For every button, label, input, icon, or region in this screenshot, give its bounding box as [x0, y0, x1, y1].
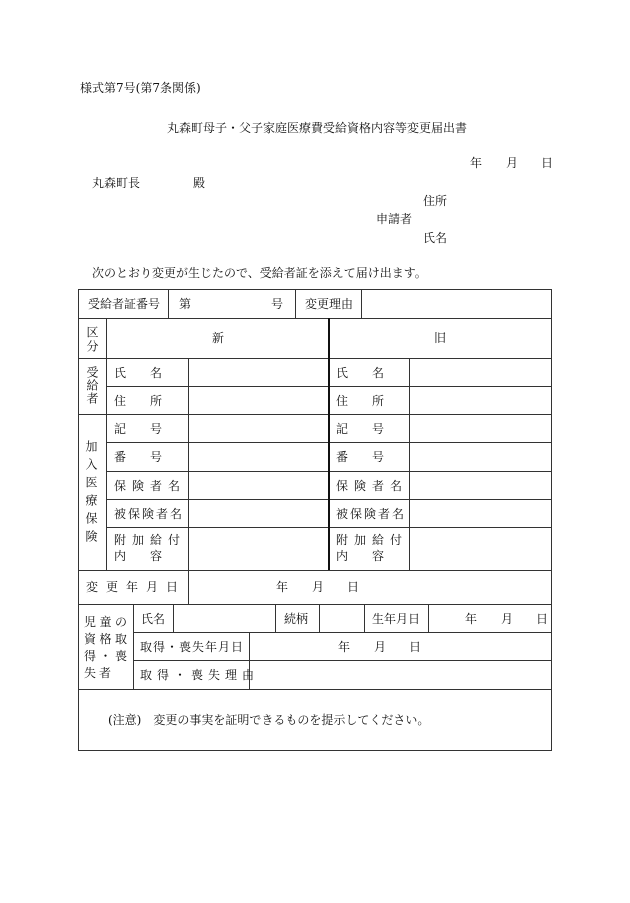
addressee: 丸森町長 [92, 176, 141, 190]
date-day: 日 [541, 156, 554, 170]
birth-month: 月 [501, 612, 514, 626]
acq-date-month: 月 [374, 640, 387, 654]
applicant-name-label: 氏名 [423, 231, 448, 245]
old-column-header: 旧 [434, 331, 447, 345]
birth-day: 日 [536, 612, 549, 626]
new-insured-label: 被保険者名 [114, 507, 185, 521]
new-name-label: 氏 名 [114, 366, 163, 380]
old-benefit-label-1: 附加給付 [336, 533, 409, 547]
old-insurer-label: 保険者名 [336, 479, 409, 493]
change-date-day: 日 [347, 580, 360, 594]
old-benefit-label-2: 内 容 [336, 549, 385, 563]
change-date-label: 変更年月日 [86, 580, 187, 594]
relation-label: 続柄 [284, 612, 309, 626]
change-reason-label: 変更理由 [305, 297, 354, 311]
cert-no-suffix: 号 [271, 297, 284, 311]
cert-no-label: 受給者証番号 [88, 297, 161, 311]
change-date-year: 年 [276, 580, 289, 594]
acq-reason-label: 取得・喪失理由 [140, 668, 260, 682]
date-month: 月 [506, 156, 519, 170]
date-year: 年 [470, 156, 483, 170]
birth-year: 年 [465, 612, 478, 626]
new-insurer-label: 保険者名 [114, 479, 187, 493]
new-address-label: 住 所 [114, 394, 163, 408]
new-benefit-label-1: 附加給付 [114, 533, 187, 547]
form-title: 丸森町母子・父子家庭医療費受給資格内容等変更届出書 [167, 121, 468, 135]
intro-text: 次のとおり変更が生じたので、受給者証を添えて届け出ます。 [92, 266, 427, 280]
new-symbol-label: 記 号 [114, 422, 163, 436]
child-name-label: 氏名 [141, 612, 166, 626]
recipient-label: 受給者 [85, 366, 99, 405]
note-text: (注意) 変更の事実を証明できるものを提示してください。 [108, 713, 430, 727]
kubun-label: 区分 [85, 326, 99, 354]
acq-date-year: 年 [338, 640, 351, 654]
acq-date-day: 日 [409, 640, 422, 654]
acq-date-label: 取得・喪失年月日 [140, 640, 245, 654]
old-symbol-label: 記 号 [336, 422, 385, 436]
child-section-label: 児童の資格取得・喪失者 [84, 615, 130, 680]
old-name-label: 氏 名 [336, 366, 385, 380]
applicant-label: 申請者 [376, 212, 413, 226]
new-number-label: 番 号 [114, 450, 163, 464]
old-number-label: 番 号 [336, 450, 385, 464]
change-date-month: 月 [312, 580, 325, 594]
new-benefit-label-2: 内 容 [114, 549, 163, 563]
cert-no-prefix: 第 [179, 297, 192, 311]
old-insured-label: 被保険者名 [336, 507, 407, 521]
birthdate-label: 生年月日 [372, 612, 421, 626]
old-address-label: 住 所 [336, 394, 385, 408]
applicant-address-label: 住所 [423, 194, 448, 208]
form-number: 様式第7号(第7条関係) [80, 81, 201, 95]
insurance-label: 加入医療保険 [84, 440, 98, 548]
new-column-header: 新 [212, 331, 225, 345]
honorific: 殿 [193, 176, 206, 190]
